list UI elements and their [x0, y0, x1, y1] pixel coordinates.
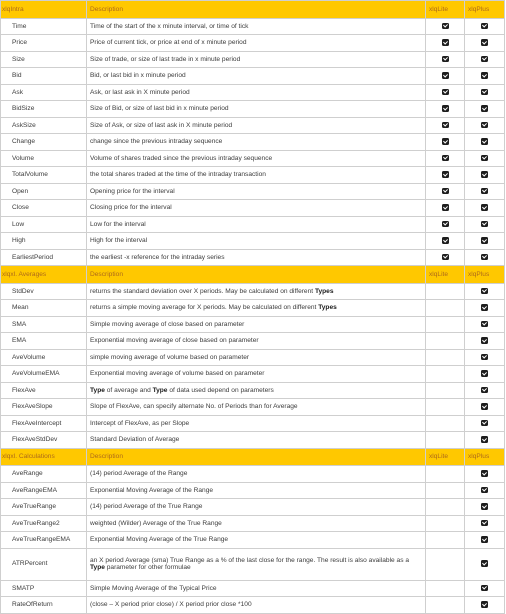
- lite-check: [426, 597, 465, 614]
- checked-checkbox-icon: [481, 536, 488, 543]
- description-text: Opening price for the interval: [90, 187, 175, 195]
- checked-checkbox-icon: [481, 560, 488, 567]
- function-description: [87, 349, 426, 366]
- plus-check: [465, 432, 505, 449]
- plus-check: [465, 51, 505, 68]
- function-description: [87, 35, 426, 52]
- function-description: [87, 200, 426, 217]
- plus-check: [465, 233, 505, 250]
- lite-check: [426, 117, 465, 134]
- checked-checkbox-icon: [442, 56, 449, 63]
- function-description: [87, 415, 426, 432]
- description-text: change since the previous intraday sequence: [90, 138, 223, 145]
- lite-check: [426, 333, 465, 350]
- description-header: Description: [87, 1, 426, 19]
- description-text: Standard Deviation of Average: [90, 436, 180, 443]
- lite-check: [426, 366, 465, 383]
- description-text: (14) period Average of the True Range: [90, 503, 203, 510]
- checked-checkbox-icon: [442, 122, 449, 129]
- description-text: Simple Moving Average of the Typical Price: [90, 584, 217, 592]
- function-name: Low: [1, 216, 87, 233]
- table-body: [1, 1, 505, 614]
- section-header-row: [1, 1, 505, 19]
- checked-checkbox-icon: [481, 470, 488, 477]
- table-row: [1, 68, 505, 85]
- function-name: Volume: [1, 150, 87, 167]
- description-text: returns a simple moving average for X periods. May be calculated on different: [90, 304, 319, 311]
- table-row: [1, 532, 505, 549]
- checked-checkbox-icon: [481, 403, 488, 410]
- checked-checkbox-icon: [481, 337, 488, 344]
- checked-checkbox-icon: [481, 221, 488, 228]
- lite-check: [426, 532, 465, 549]
- function-description: [87, 167, 426, 184]
- plus-check: [465, 150, 505, 167]
- description-text: Ask, or last ask in X minute period: [90, 88, 190, 96]
- lite-header: xlqLite: [426, 448, 465, 466]
- function-description: [87, 432, 426, 449]
- plus-header: xlqPlus: [465, 266, 505, 284]
- table-row: [1, 117, 505, 134]
- checked-checkbox-icon: [481, 420, 488, 427]
- function-name: Price: [1, 35, 87, 52]
- checked-checkbox-icon: [481, 105, 488, 112]
- description-text: of average and: [104, 386, 153, 394]
- plus-check: [465, 101, 505, 118]
- function-name: Close: [1, 200, 87, 217]
- function-name: EarliestPeriod: [1, 249, 87, 266]
- lite-check: [426, 300, 465, 317]
- table-row: [1, 35, 505, 52]
- function-description: [87, 399, 426, 416]
- plus-check: [465, 84, 505, 101]
- checked-checkbox-icon: [481, 585, 488, 592]
- function-description: [87, 51, 426, 68]
- function-description: [87, 333, 426, 350]
- description-text: Exponential Moving Average of the Range: [90, 486, 214, 494]
- checked-checkbox-icon: [481, 23, 488, 30]
- description-text: returns the standard deviation over X periods. May be calculated on different: [90, 287, 315, 295]
- description-text: simple moving average of volume based on parameter: [90, 353, 250, 361]
- lite-check: [426, 167, 465, 184]
- lite-check: [426, 482, 465, 499]
- function-name: SMA: [1, 316, 87, 333]
- description-text: Type: [152, 386, 168, 394]
- function-name: Bid: [1, 68, 87, 85]
- table-row: [1, 150, 505, 167]
- function-name: High: [1, 233, 87, 250]
- checked-checkbox-icon: [442, 89, 449, 96]
- plus-check: [465, 167, 505, 184]
- plus-check: [465, 466, 505, 483]
- function-name: TotalVolume: [1, 167, 87, 184]
- plus-check: [465, 283, 505, 300]
- checked-checkbox-icon: [442, 39, 449, 46]
- table-row: [1, 134, 505, 151]
- description-text: Bid, or last bid in x minute period: [90, 72, 186, 79]
- description-text: an X period Average (sma) True Range as a % of the last close for the range. The result is also available as a: [90, 556, 409, 564]
- description-text: Simple moving average of close based on parameter: [90, 320, 245, 328]
- table-row: [1, 316, 505, 333]
- checked-checkbox-icon: [442, 72, 449, 79]
- function-name: Time: [1, 18, 87, 35]
- checked-checkbox-icon: [481, 56, 488, 63]
- function-description: [87, 580, 426, 597]
- checked-checkbox-icon: [481, 39, 488, 46]
- lite-check: [426, 216, 465, 233]
- plus-check: [465, 249, 505, 266]
- checked-checkbox-icon: [442, 188, 449, 195]
- table-row: [1, 300, 505, 317]
- function-name: StdDev: [1, 283, 87, 300]
- checked-checkbox-icon: [481, 155, 488, 162]
- function-name: AskSize: [1, 117, 87, 134]
- checked-checkbox-icon: [442, 221, 449, 228]
- function-name: AveTrueRange2: [1, 515, 87, 532]
- function-description: [87, 117, 426, 134]
- lite-check: [426, 515, 465, 532]
- function-description: [87, 249, 426, 266]
- function-name: Size: [1, 51, 87, 68]
- description-text: Type: [90, 564, 105, 571]
- function-name: Open: [1, 183, 87, 200]
- lite-check: [426, 134, 465, 151]
- checked-checkbox-icon: [481, 321, 488, 328]
- plus-check: [465, 333, 505, 350]
- checked-checkbox-icon: [442, 23, 449, 30]
- function-name: EMA: [1, 333, 87, 350]
- plus-check: [465, 597, 505, 614]
- function-name: FlexAveSlope: [1, 399, 87, 416]
- function-description: [87, 18, 426, 35]
- description-text: Exponential Moving Average of the True Range: [90, 536, 229, 543]
- checked-checkbox-icon: [442, 138, 449, 145]
- description-text: Closing price for the interval: [90, 204, 172, 211]
- lite-check: [426, 233, 465, 250]
- lite-check: [426, 349, 465, 366]
- plus-check: [465, 300, 505, 317]
- plus-check: [465, 349, 505, 366]
- lite-check: [426, 415, 465, 432]
- lite-header: xlqLite: [426, 266, 465, 284]
- plus-check: [465, 35, 505, 52]
- lite-check: [426, 382, 465, 399]
- description-text: Volume of shares traded since the previous intraday sequence: [90, 154, 273, 162]
- section-header-row: [1, 448, 505, 466]
- table-row: [1, 84, 505, 101]
- function-name: BidSize: [1, 101, 87, 118]
- description-text: weighted (Wilder) Average of the True Range: [90, 519, 222, 527]
- function-description: [87, 499, 426, 516]
- table-row: [1, 18, 505, 35]
- function-description: [87, 382, 426, 399]
- function-description: [87, 283, 426, 300]
- table-row: [1, 382, 505, 399]
- description-keyword: Types: [318, 304, 337, 311]
- plus-check: [465, 580, 505, 597]
- plus-check: [465, 134, 505, 151]
- plus-check: [465, 515, 505, 532]
- description-text: parameter for other formulae: [104, 564, 191, 571]
- description-header: Description: [87, 448, 426, 466]
- function-description: [87, 216, 426, 233]
- plus-header: xlqPlus: [465, 1, 505, 19]
- function-description: [87, 548, 426, 580]
- lite-check: [426, 499, 465, 516]
- checked-checkbox-icon: [442, 171, 449, 178]
- checked-checkbox-icon: [481, 138, 488, 145]
- function-description: [87, 68, 426, 85]
- section-title: xlqxl. Calculations: [1, 448, 87, 466]
- section-title: xlqIntra: [1, 1, 87, 19]
- lite-check: [426, 84, 465, 101]
- description-text: the earliest -x reference for the intraday series: [90, 253, 225, 261]
- checked-checkbox-icon: [481, 520, 488, 527]
- lite-check: [426, 101, 465, 118]
- description-text: of data used depend on parameters: [167, 386, 274, 394]
- checked-checkbox-icon: [481, 354, 488, 361]
- description-text: Time of the start of the x minute interval, or time of tick: [90, 22, 249, 30]
- function-description: [87, 84, 426, 101]
- plus-check: [465, 532, 505, 549]
- checked-checkbox-icon: [481, 122, 488, 129]
- function-name: Change: [1, 134, 87, 151]
- function-name: Ask: [1, 84, 87, 101]
- plus-check: [465, 117, 505, 134]
- plus-header: xlqPlus: [465, 448, 505, 466]
- plus-check: [465, 382, 505, 399]
- lite-check: [426, 399, 465, 416]
- checked-checkbox-icon: [481, 487, 488, 494]
- description-text: Low for the interval: [90, 220, 146, 228]
- table-row: [1, 283, 505, 300]
- function-name: AveVolume: [1, 349, 87, 366]
- plus-check: [465, 415, 505, 432]
- checked-checkbox-icon: [442, 254, 449, 261]
- table-row: [1, 167, 505, 184]
- table-row: [1, 580, 505, 597]
- checked-checkbox-icon: [481, 254, 488, 261]
- lite-check: [426, 51, 465, 68]
- checked-checkbox-icon: [442, 237, 449, 244]
- function-description: [87, 366, 426, 383]
- function-description: [87, 134, 426, 151]
- description-text: Type: [90, 386, 105, 394]
- function-name: FlexAveStdDev: [1, 432, 87, 449]
- lite-check: [426, 200, 465, 217]
- checked-checkbox-icon: [481, 171, 488, 178]
- function-description: [87, 300, 426, 317]
- checked-checkbox-icon: [481, 370, 488, 377]
- plus-check: [465, 548, 505, 580]
- function-name: AveTrueRangeEMA: [1, 532, 87, 549]
- table-row: [1, 366, 505, 383]
- lite-check: [426, 548, 465, 580]
- checked-checkbox-icon: [442, 105, 449, 112]
- description-text: the total shares traded at the time of the intraday transaction: [90, 171, 266, 178]
- table-row: [1, 415, 505, 432]
- table-row: [1, 499, 505, 516]
- checked-checkbox-icon: [481, 72, 488, 79]
- description-text: Size of Bid, or size of last bid in x minute period: [90, 105, 229, 112]
- plus-check: [465, 399, 505, 416]
- function-name: AveVolumeEMA: [1, 366, 87, 383]
- function-description: [87, 482, 426, 499]
- table-row: [1, 349, 505, 366]
- function-name: AveTrueRange: [1, 499, 87, 516]
- table-row: [1, 183, 505, 200]
- lite-check: [426, 283, 465, 300]
- lite-check: [426, 316, 465, 333]
- description-text: Size of trade, or size of last trade in x minute period: [90, 55, 241, 63]
- function-name: FlexAve: [1, 382, 87, 399]
- table-row: [1, 51, 505, 68]
- lite-header: xlqLite: [426, 1, 465, 19]
- function-name: RateOfReturn: [1, 597, 87, 614]
- table-row: [1, 482, 505, 499]
- description-text: Exponential moving average of volume based on parameter: [90, 370, 265, 377]
- function-description: [87, 532, 426, 549]
- checked-checkbox-icon: [481, 188, 488, 195]
- function-name: SMATP: [1, 580, 87, 597]
- function-description: [87, 466, 426, 483]
- table-row: [1, 216, 505, 233]
- section-header-row: [1, 266, 505, 284]
- function-description: [87, 515, 426, 532]
- lite-check: [426, 580, 465, 597]
- function-name: AveRange: [1, 466, 87, 483]
- plus-check: [465, 68, 505, 85]
- function-description: [87, 101, 426, 118]
- plus-check: [465, 18, 505, 35]
- table-row: [1, 333, 505, 350]
- checked-checkbox-icon: [481, 436, 488, 443]
- section-title: xlqxl. Averages: [1, 266, 87, 284]
- checked-checkbox-icon: [481, 304, 488, 311]
- description-text: Slope of FlexAve, can specify alternate No. of Periods than for Average: [90, 403, 298, 410]
- lite-check: [426, 249, 465, 266]
- function-name: FlexAveIntercept: [1, 415, 87, 432]
- plus-check: [465, 200, 505, 217]
- function-name: AveRangeEMA: [1, 482, 87, 499]
- description-text: Size of Ask, or size of last ask in X minute period: [90, 121, 233, 129]
- lite-check: [426, 150, 465, 167]
- plus-check: [465, 482, 505, 499]
- lite-check: [426, 35, 465, 52]
- description-text: Intercept of FlexAve, as per Slope: [90, 419, 190, 427]
- description-header: Description: [87, 266, 426, 284]
- table-row: [1, 597, 505, 614]
- checked-checkbox-icon: [442, 204, 449, 211]
- checked-checkbox-icon: [442, 155, 449, 162]
- checked-checkbox-icon: [481, 288, 488, 295]
- lite-check: [426, 183, 465, 200]
- function-description: [87, 597, 426, 614]
- checked-checkbox-icon: [481, 89, 488, 96]
- plus-check: [465, 183, 505, 200]
- description-text: Exponential moving average of close based on parameter: [90, 337, 259, 344]
- table-row: [1, 249, 505, 266]
- checked-checkbox-icon: [481, 601, 488, 608]
- description-text: (close – X period prior close) / X period prior close *100: [90, 601, 252, 608]
- checked-checkbox-icon: [481, 503, 488, 510]
- table-row: [1, 233, 505, 250]
- lite-check: [426, 432, 465, 449]
- table-row: [1, 515, 505, 532]
- plus-check: [465, 499, 505, 516]
- function-description: [87, 183, 426, 200]
- function-description: [87, 316, 426, 333]
- lite-check: [426, 466, 465, 483]
- function-description: [87, 233, 426, 250]
- lite-check: [426, 68, 465, 85]
- table-row: [1, 548, 505, 580]
- function-name: ATRPercent: [1, 548, 87, 580]
- description-text: Price of current tick, or price at end of x minute period: [90, 39, 247, 46]
- lite-check: [426, 18, 465, 35]
- table-row: [1, 466, 505, 483]
- checked-checkbox-icon: [481, 387, 488, 394]
- table-row: [1, 200, 505, 217]
- description-text: High for the interval: [90, 237, 148, 244]
- plus-check: [465, 366, 505, 383]
- plus-check: [465, 316, 505, 333]
- description-keyword: Types: [314, 287, 334, 295]
- plus-check: [465, 216, 505, 233]
- checked-checkbox-icon: [481, 204, 488, 211]
- function-description: [87, 150, 426, 167]
- description-text: (14) period Average of the Range: [90, 470, 188, 477]
- table-row: [1, 432, 505, 449]
- checked-checkbox-icon: [481, 237, 488, 244]
- function-name: Mean: [1, 300, 87, 317]
- table-row: [1, 399, 505, 416]
- table-row: [1, 101, 505, 118]
